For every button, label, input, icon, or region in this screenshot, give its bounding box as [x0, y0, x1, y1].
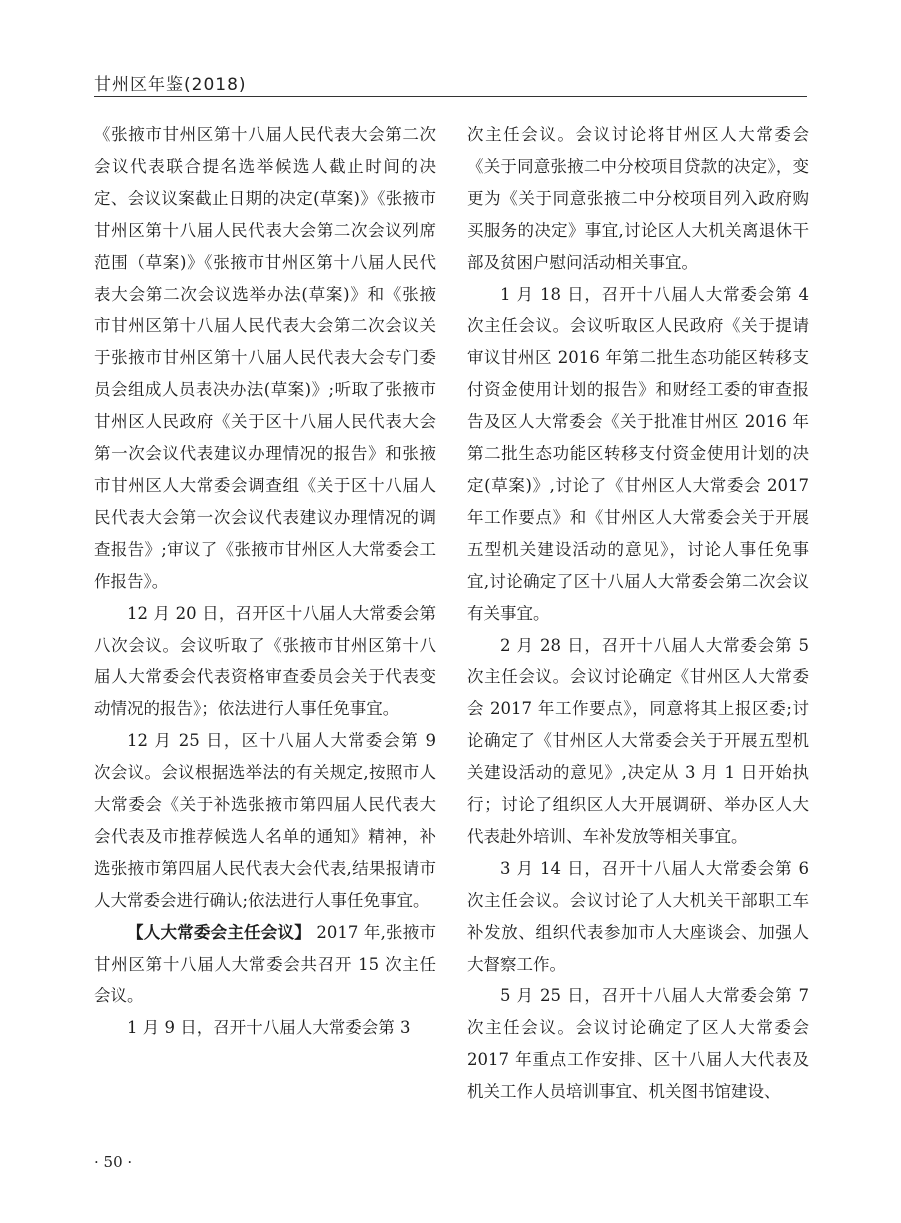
page-number: · 50 · — [94, 1153, 133, 1171]
left-paragraph-3: 12 月 25 日，区十八届人大常委会第 9 次会议。会议根据选举法的有关规定,按照市人大常委会《关于补选张掖市第四届人民代表大会代表及市推荐候选人名单的通知》精神，补选张掖市第四届人民代表大会代表,结果报请市人大常委会进行确认;依法进行人事任免事宜。 — [94, 731, 436, 910]
right-paragraph-1: 次主任会议。会议讨论将甘州区人大常委会《关于同意张掖二中分校项目贷款的决定》，变更为《关于同意张掖二中分校项目列入政府购买服务的决定》事宜,讨论区人大机关离退休干部及贫困户慰问活动相关事宜。 — [467, 125, 809, 272]
right-column — [467, 119, 809, 1108]
left-paragraph-5: 1 月 9 日，召开十八届人大常委会第 3 — [127, 1018, 411, 1038]
right-paragraph-2: 1 月 18 日，召开十八届人大常委会第 4 次主任会议。会议听取区人民政府《关于提请审议甘州区 2016 年第二批生态功能区转移支付资金使用计划的报告》和财经工委的审查报告及区人大常委会《关于批准甘州区 2016 年第二批生态功能区转移支付资金使用计划的决定(草案)》,讨论了《甘州区人大常委会 2017 年工作要点》和《甘州区人大常委会关于开展五型机关建设活动的意见》，讨论人事任免事宜,讨论确定了区十八届人大常委会第二次会议有关事宜。 — [467, 284, 809, 623]
left-paragraph-2: 12 月 20 日，召开区十八届人大常委会第八次会议。会议听取了《张掖市甘州区第十八届人大常委会代表资格审查委员会关于代表变动情况的报告》；依法进行人事任免事宜。 — [94, 603, 436, 719]
left-paragraph-1: 《张掖市甘州区第十八届人民代表大会第二次会议代表联合提名选举候选人截止时间的决定、会议议案截止日期的决定(草案)》《张掖市甘州区第十八届人民代表大会第二次会议列席范围（草案)》《张掖市甘州区第十八届人民代表大会第二次会议选举办法(草案)》和《张掖市甘州区第十八届人民代表大会第二次会议关于张掖市甘州区第十八届人民代表大会专门委员会组成人员表决办法(草案)》;听取了张掖市甘州区人民政府《关于区十八届人民代表大会第一次会议代表建议办理情况的报告》和张掖市甘州区人大常委会调查组《关于区十八届人民代表大会第一次会议代表建议办理情况的调查报告》;审议了《张掖市甘州区人大常委会工作报告》。 — [94, 125, 436, 591]
left-paragraph-4 — [94, 917, 436, 1013]
section-intro-text: 2017 年,张掖市甘州区第十八届人大常委会共召开 15 次主任会议。 — [94, 922, 436, 1006]
right-paragraph-3: 2 月 28 日，召开十八届人大常委会第 5 次主任会议。会议讨论确定《甘州区人大常委会 2017 年工作要点》，同意将其上报区委;讨论确定了《甘州区人大常委会关于开展五型机关建设活动的意见》,决定从 3 月 1 日开始执行；讨论了组织区人大开展调研、举办区人大代表赴外培训、车补发放等相关事宜。 — [467, 635, 809, 846]
right-paragraph-5: 5 月 25 日，召开十八届人大常委会第 7 次主任会议。会议讨论确定了区人大常委会 2017 年重点工作安排、区十八届人大代表及机关工作人员培训事宜、机关图书馆建设、 — [467, 986, 809, 1102]
right-paragraph-4: 3 月 14 日，召开十八届人大常委会第 6 次主任会议。会议讨论了人大机关干部职工车补发放、组织代表参加市人大座谈会、加强人大督察工作。 — [467, 858, 809, 974]
header-rule — [94, 96, 807, 97]
section-heading: 【人大常委会主任会议】 — [127, 922, 311, 942]
running-title: 甘州区年鉴(2018) — [94, 75, 247, 95]
left-column — [94, 119, 436, 1044]
